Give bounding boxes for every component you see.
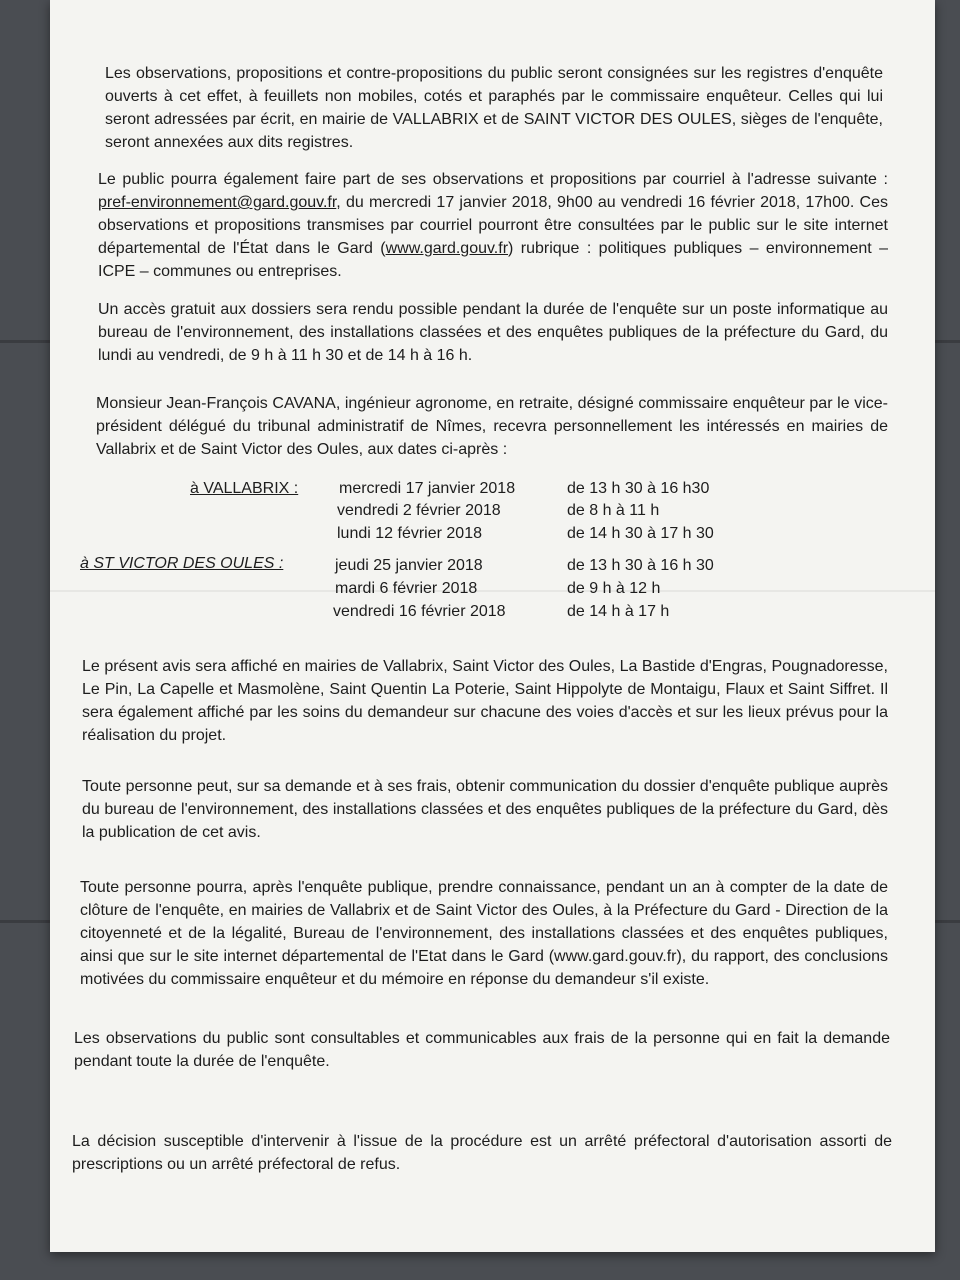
schedule-time: de 14 h à 17 h <box>567 603 670 620</box>
notice-sheet <box>50 0 935 1252</box>
paragraph-communication: Toute personne peut, sur sa demande et à ses frais, obtenir communication du dossier d'enquête publique auprès du bureau de l'environnement, des installations classées et des enquêtes publiques de la préfecture du Gard, dès la publication de cet avis. <box>82 778 888 841</box>
schedule-time: de 8 h à 11 h <box>567 502 660 519</box>
schedule-date: mercredi 17 janvier 2018 <box>339 480 516 497</box>
schedule-time: de 9 h à 12 h <box>567 580 661 597</box>
email-after-text: ) rubrique : politiques publiques – environnement – ICPE – communes ou entreprises. <box>98 240 889 280</box>
schedule-time: de 14 h 30 à 17 h 30 <box>567 525 714 542</box>
schedule-date: vendredi 16 février 2018 <box>333 603 506 620</box>
email-link[interactable]: pref-environnement@gard.gouv.fr <box>98 194 337 211</box>
paragraph-observations: Les observations du public sont consultables et communicables aux frais de la personne qui en fait la demande pendant toute la durée de l'enquête. <box>74 1030 890 1070</box>
schedule-date: mardi 6 février 2018 <box>335 580 478 597</box>
email-middle-text: , du mercredi 17 janvier 2018, 9h00 au vendredi 16 février 2018, 17h00. Ces observations et propositions transmises par courriel pourront être consultées par le public sur le site internet départemental de l'État dans le Gard ( <box>98 194 888 257</box>
paragraph-registers: Les observations, propositions et contre-propositions du public seront consignées sur les registres d'enquête ouverts à cet effet, à feuillets non mobiles, cotés et paraphés par le commissaire enquêteur. Celles qui lui seront adressées par écrit, en mairie de VALLABRIX et de SAINT VICTOR DES OULES, sièges de l'enquête, seront annexées aux dits registres. <box>105 65 883 151</box>
schedule-date: lundi 12 février 2018 <box>337 525 482 542</box>
paragraph-consultation: Toute personne pourra, après l'enquête publique, prendre connaissance, pendant un an à compter de la date de clôture de l'enquête, en mairies de Vallabrix et de Saint Victor des Oules, à la Préfecture du Gard - Direction de la citoyenneté et de la légalité, Bureau de l'environnement, des installations classées et des enquêtes publiques, ainsi que sur le site internet départemental de l'Etat dans le Gard (www.gard.gouv.fr), du rapport, des conclusions motivées du commissaire enquêteur et du mémoire en réponse du demandeur s'il existe. <box>80 879 888 988</box>
schedule-location-vallabrix: à VALLABRIX : <box>190 480 299 497</box>
schedule-date: jeudi 25 janvier 2018 <box>335 557 483 574</box>
paragraph-decision: La décision susceptible d'intervenir à l'issue de la procédure est un arrêté préfectoral d'autorisation assorti de prescriptions ou un arrêté préfectoral de refus. <box>72 1133 892 1173</box>
schedule-date: vendredi 2 février 2018 <box>337 502 501 519</box>
paragraph-commissioner: Monsieur Jean-François CAVANA, ingénieur agronome, en retraite, désigné commissaire enquêteur par le vice-président délégué du tribunal administratif de Nîmes, recevra personnellement les intéressés en mairies de Vallabrix et de Saint Victor des Oules, aux dates ci-après : <box>96 395 888 458</box>
schedule-time: de 13 h 30 à 16 h30 <box>567 480 710 497</box>
schedule-location-stvictor: à ST VICTOR DES OULES : <box>80 555 284 572</box>
paragraph-email <box>98 168 888 283</box>
email-intro-text: Le public pourra également faire part de ses observations et propositions par courriel à l'adresse suivante : <box>98 171 888 188</box>
paper-fold <box>50 590 935 592</box>
paragraph-posting: Le présent avis sera affiché en mairies de Vallabrix, Saint Victor des Oules, La Bastide d'Engras, Pougnadoresse, Le Pin, La Capelle et Masmolène, Saint Quentin La Poterie, Saint Hippolyte de Montaigu, Flaux et Saint Siffret. Il sera également affiché par les soins du demandeur sur chacune des voies d'accès et sur les lieux prévus pour la réalisation du projet. <box>82 658 888 744</box>
schedule-time: de 13 h 30 à 16 h 30 <box>567 557 714 574</box>
website-link[interactable]: www.gard.gouv.fr <box>385 240 509 257</box>
paragraph-free-access: Un accès gratuit aux dossiers sera rendu possible pendant la durée de l'enquête sur un poste informatique au bureau de l'environnement, des installations classées et des enquêtes publiques de la préfecture du Gard, du lundi au vendredi, de 9 h à 11 h 30 et de 14 h à 16 h. <box>98 301 888 364</box>
